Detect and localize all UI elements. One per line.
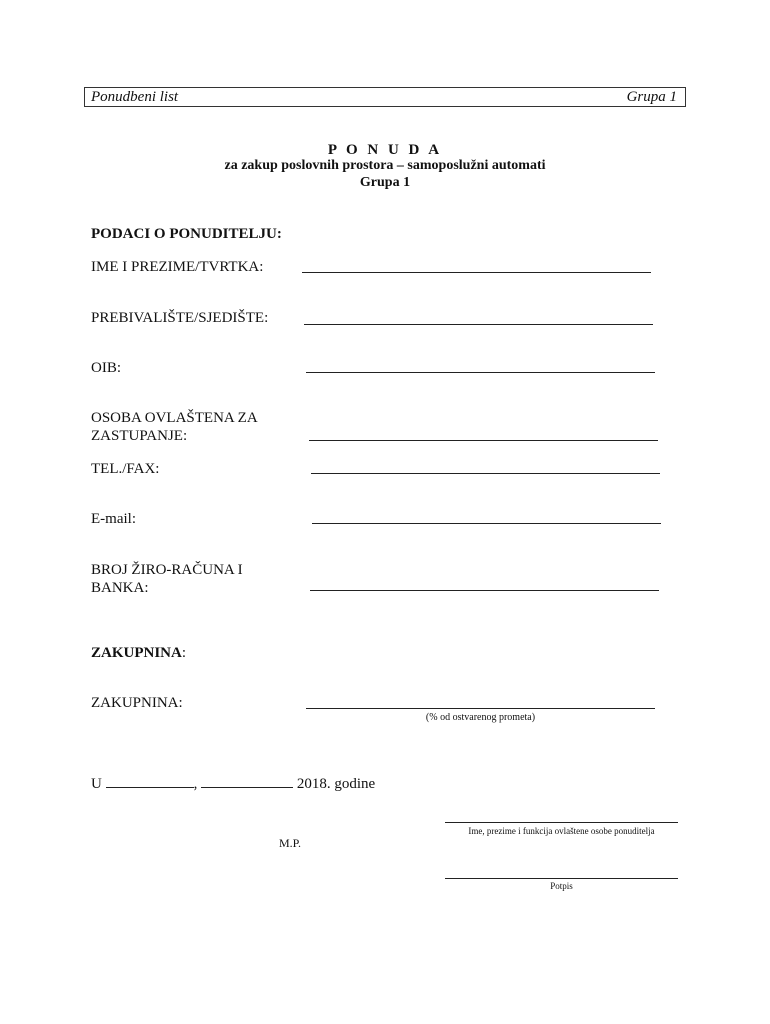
authorized-person-label	[91, 409, 258, 445]
place-comma: ,	[193, 776, 198, 792]
telfax-field-line[interactable]	[311, 473, 660, 474]
rent-label: ZAKUPNINA:	[91, 695, 183, 711]
rent-field-line[interactable]	[306, 708, 655, 709]
stamp-placeholder: M.P.	[279, 836, 302, 850]
name-field-line[interactable]	[302, 272, 651, 273]
authorized-person-label-line2: ZASTUPANJE:	[91, 428, 188, 444]
account-label-line1: BROJ ŽIRO-RAČUNA I	[91, 562, 243, 578]
email-field-line[interactable]	[312, 523, 661, 524]
signatory-name-line[interactable]	[445, 822, 678, 823]
residence-label: PREBIVALIŠTE/SJEDIŠTE:	[91, 310, 269, 326]
account-label	[91, 561, 243, 597]
authorized-person-field-line[interactable]	[309, 440, 658, 441]
signature-caption: Potpis	[550, 881, 573, 891]
account-label-line2: BANKA:	[91, 580, 149, 596]
document-group: Grupa 1	[359, 175, 411, 190]
place-blank[interactable]	[106, 774, 194, 788]
email-label: E-mail:	[91, 511, 136, 527]
document-subtitle: za zakup poslovnih prostora – samoposlužni automati	[224, 158, 546, 173]
telfax-label: TEL./FAX:	[91, 461, 160, 477]
oib-label: OIB:	[91, 360, 121, 376]
oib-field-line[interactable]	[306, 372, 655, 373]
residence-field-line[interactable]	[304, 324, 653, 325]
signatory-caption: Ime, prezime i funkcija ovlaštene osobe ponuditelja	[468, 826, 655, 836]
signature-line[interactable]	[445, 878, 678, 879]
year-text: 2018. godine	[296, 776, 376, 792]
rent-caption: (% od ostvarenog prometa)	[425, 712, 536, 723]
rent-section-heading	[91, 645, 186, 662]
header-form-name: Ponudbeni list	[91, 89, 179, 105]
document-title: P O N U D A	[327, 142, 443, 158]
place-prefix: U	[91, 776, 102, 792]
document-header-box	[84, 87, 686, 107]
header-group-name: Grupa 1	[626, 89, 677, 105]
name-label: IME I PREZIME/TVRTKA:	[91, 259, 264, 275]
date-blank[interactable]	[201, 774, 293, 788]
place-date-line	[91, 774, 375, 793]
rent-section-heading-text: ZAKUPNINA	[91, 645, 182, 661]
authorized-person-label-line1: OSOBA OVLAŠTENA ZA	[91, 410, 258, 426]
account-field-line[interactable]	[310, 590, 659, 591]
rent-section-heading-colon: :	[181, 645, 187, 661]
bidder-section-heading: PODACI O PONUDITELJU:	[91, 226, 282, 242]
